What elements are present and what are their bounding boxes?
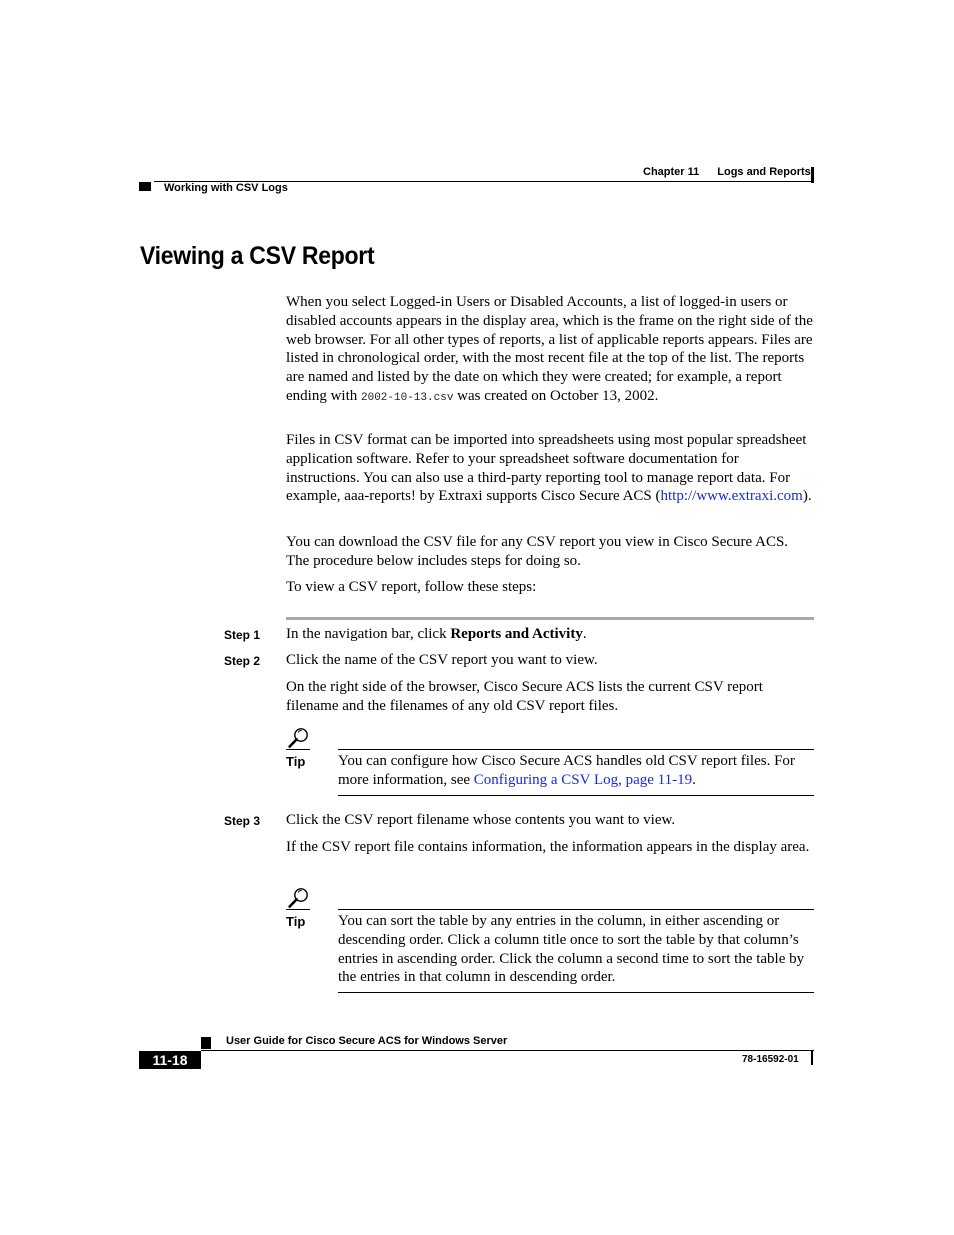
tip-top-rule [338, 749, 814, 750]
tip-bottom-rule [338, 795, 814, 796]
tip-1-text: You can configure how Cisco Secure ACS handles old CSV report files. For more information, see [338, 753, 795, 788]
footer-square-marker [201, 1037, 211, 1049]
configuring-csv-log-link[interactable]: Configuring a CSV Log, page 11-19 [473, 771, 693, 788]
intro-p1-text: When you select Logged-in Users or Disabled Accounts, a list of logged-in users or disabled accounts appears in the display area, which is the frame on the right side of the web browser. For all other types of reports, a list of applicable reports appears. Files are listed in chronological order, with the most recent file at the top of the list. The reports are named and listed by the date on which they were created; for example, a report ending with [286, 294, 813, 404]
document-number: 78-16592-01 [742, 1054, 799, 1065]
tip-bottom-rule [338, 992, 814, 993]
intro-p1-tail: was created on October 13, 2002. [453, 387, 659, 404]
filename-example: 2002-10-13.csv [361, 391, 454, 404]
tip-icon-rule [286, 909, 310, 910]
chapter-label: Chapter 11 [643, 166, 700, 178]
reports-and-activity-label: Reports and Activity [450, 626, 583, 642]
extraxi-link[interactable]: http://www.extraxi.com [660, 488, 803, 505]
chapter-title: Logs and Reports [717, 166, 811, 178]
footer-bar-marker [811, 1051, 813, 1065]
step-2-detail: On the right side of the browser, Cisco Secure ACS lists the current CSV report filename and the filenames of any old CSV report files. [286, 679, 763, 714]
step-3-label: Step 3 [224, 814, 261, 828]
tip-top-rule [338, 909, 814, 910]
step-3-detail: If the CSV report file contains information, the information appears in the display area. [286, 839, 810, 855]
page-title: Viewing a CSV Report [140, 242, 375, 270]
magnifier-icon [286, 887, 310, 909]
intro-paragraph-3: You can download the CSV file for any CSV report you view in Cisco Secure ACS. The procedure below includes steps for doing so. [286, 534, 789, 569]
step-1-label: Step 1 [224, 628, 261, 642]
header-square-marker [139, 182, 151, 191]
tip-icon-rule [286, 749, 310, 750]
intro-paragraph-1 [286, 293, 814, 408]
step-1-instruction: In the navigation bar, click [286, 626, 451, 642]
intro-paragraph-4: To view a CSV report, follow these steps: [286, 579, 537, 595]
intro-paragraph-2 [286, 431, 814, 506]
step-1-tail: . [582, 626, 587, 642]
tip-label: Tip [286, 914, 306, 929]
tip-1-tail: . [692, 771, 696, 788]
footer-rule [201, 1050, 814, 1051]
footer-guide-title: User Guide for Cisco Secure ACS for Windows Server [226, 1035, 508, 1047]
intro-p2-tail: ). [802, 488, 812, 505]
tip-label: Tip [286, 754, 306, 769]
tip-text: You can sort the table by any entries in the column, in either ascending or descending order. Click a column title once to sort the table by that column’s entries in ascending order. Click the column a second time to sort the table by the entries in that column in descending order. [338, 913, 805, 986]
tip-text [338, 752, 814, 790]
procedure-rule [286, 617, 814, 620]
page-number: 11-18 [139, 1051, 201, 1069]
running-header-chapter [643, 166, 811, 178]
step-1-text [286, 625, 814, 644]
step-3-text: Click the CSV report filename whose contents you want to view. [286, 812, 676, 828]
step-2-text: Click the name of the CSV report you want to view. [286, 652, 598, 668]
magnifier-icon [286, 727, 310, 749]
step-2-label: Step 2 [224, 654, 261, 668]
running-header-section: Working with CSV Logs [164, 182, 288, 194]
intro-p2-text: Files in CSV format can be imported into spreadsheets using most popular spreadsheet application software. Refer to your spreadsheet software documentation for instructions. You can also use a third-party reporting tool to manage report data. For example, aaa-reports! by Extraxi supports Cisco Secure ACS ( [286, 432, 807, 505]
